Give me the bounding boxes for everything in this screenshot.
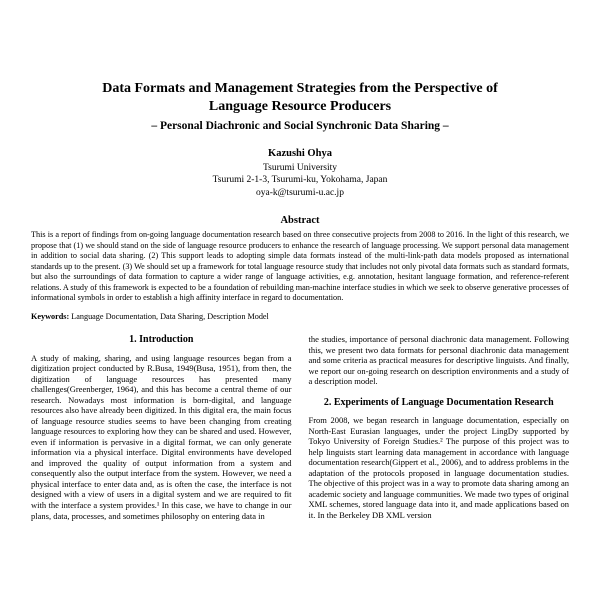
author-affiliation: Tsurumi University — [262, 163, 337, 173]
abstract-text: This is a report of findings from on-going language documentation research based on three consecutive projects from 2008 to 2016. In the light of this research, we propose that (1) we should stand on the side of language resource producers to enhance the research of language processing. We support personal data management in addition to social data sharing. (2) This support leads to adopting simple data formats instead of the multi-link-path data models proposed as international standards up to the present. (3) We should set up a framework for total language resource study that includes not only pivotal data formats such as standard formats, but also the surroundings of data formation to capture a wider range of language activities, e.g. annotation, hesitant language formation, and reference-referent relations. A study of this framework is expected to be a foundation of rebuilding man-machine interface studies in which we seek to observe generative processes of informational symbols in order to establish a high affinity interface in regard to documentation. — [31, 230, 569, 303]
paper-title: Data Formats and Management Strategies from the Perspective of Language Resource Producers — [102, 81, 498, 114]
author-name: Kazushi Ohya — [268, 148, 332, 159]
right-column — [309, 334, 570, 521]
paper-subtitle: – Personal Diachronic and Social Synchronic Data Sharing – — [151, 120, 449, 132]
section-1-heading: 1. Introduction — [129, 334, 194, 346]
two-column-body — [31, 334, 569, 521]
author-email: oya-k@tsurumi-u.ac.jp — [256, 187, 344, 198]
abstract-heading: Abstract — [280, 215, 320, 227]
section-1-paragraph: A study of making, sharing, and using language resources began from a digitization project conducted by R.Busa, 1949(Busa, 1951), from then, the digitization of language resources has presented many challenges(Greenberger, 1964), and this has become a central theme of our research. Nowadays most information is born-digital, and language resources also have already been digitized. In this digital era, the main focus of language resource studies seems to have been changing from creating language resources to exploring how they can be shared and used. However, even if information is pervasive in a digital format, we can only generate information via a physical interface. Digital environments have developed and improved the quality of output information from a system and consequently also the output interface from the system. However, we need a physical interface to enter data and, as is often the case, the interface is not designed with a view of users in a digital system and we are required to fit with the interface a system provides.¹ In this case, we have to change in our plans, data, processes, and sometimes philosophy on entering data in — [31, 352, 292, 521]
section-2-paragraph: From 2008, we began research in language documentation, especially on North-East Eurasian languages, under the project LingDy supported by Tokyo University of Foreign Studies.² The purpose of this project was to help linguists start learning data management in accordance with language documentation research(Gippert et al., 2006), and to address problems in the adaptation of the protocols proposed in language documentation studies. The objective of this project was in a way to promote data sharing among an academic society and language communities. We made two types of original XML schemes, stored language data into it, and made applications based on it. In the Berkeley DB XML version — [308, 415, 569, 520]
keywords-text: Language Documentation, Data Sharing, Description Model — [71, 311, 269, 321]
keywords-label: Keywords: — [31, 311, 70, 321]
keywords-line — [31, 312, 569, 323]
author-address: Tsurumi 2-1-3, Tsurumi-ku, Yokohama, Japan — [212, 175, 388, 186]
continuation-paragraph: the studies, importance of personal diachronic data management. Following this, we present two data formats for personal diachronic data management and some criteria as practical measures for descriptive linguists. And finally, we report our on-going research on description environments and a study of a description model. — [308, 334, 569, 387]
left-column — [31, 334, 292, 521]
section-2-heading: 2. Experiments of Language Documentation Research — [323, 396, 554, 408]
